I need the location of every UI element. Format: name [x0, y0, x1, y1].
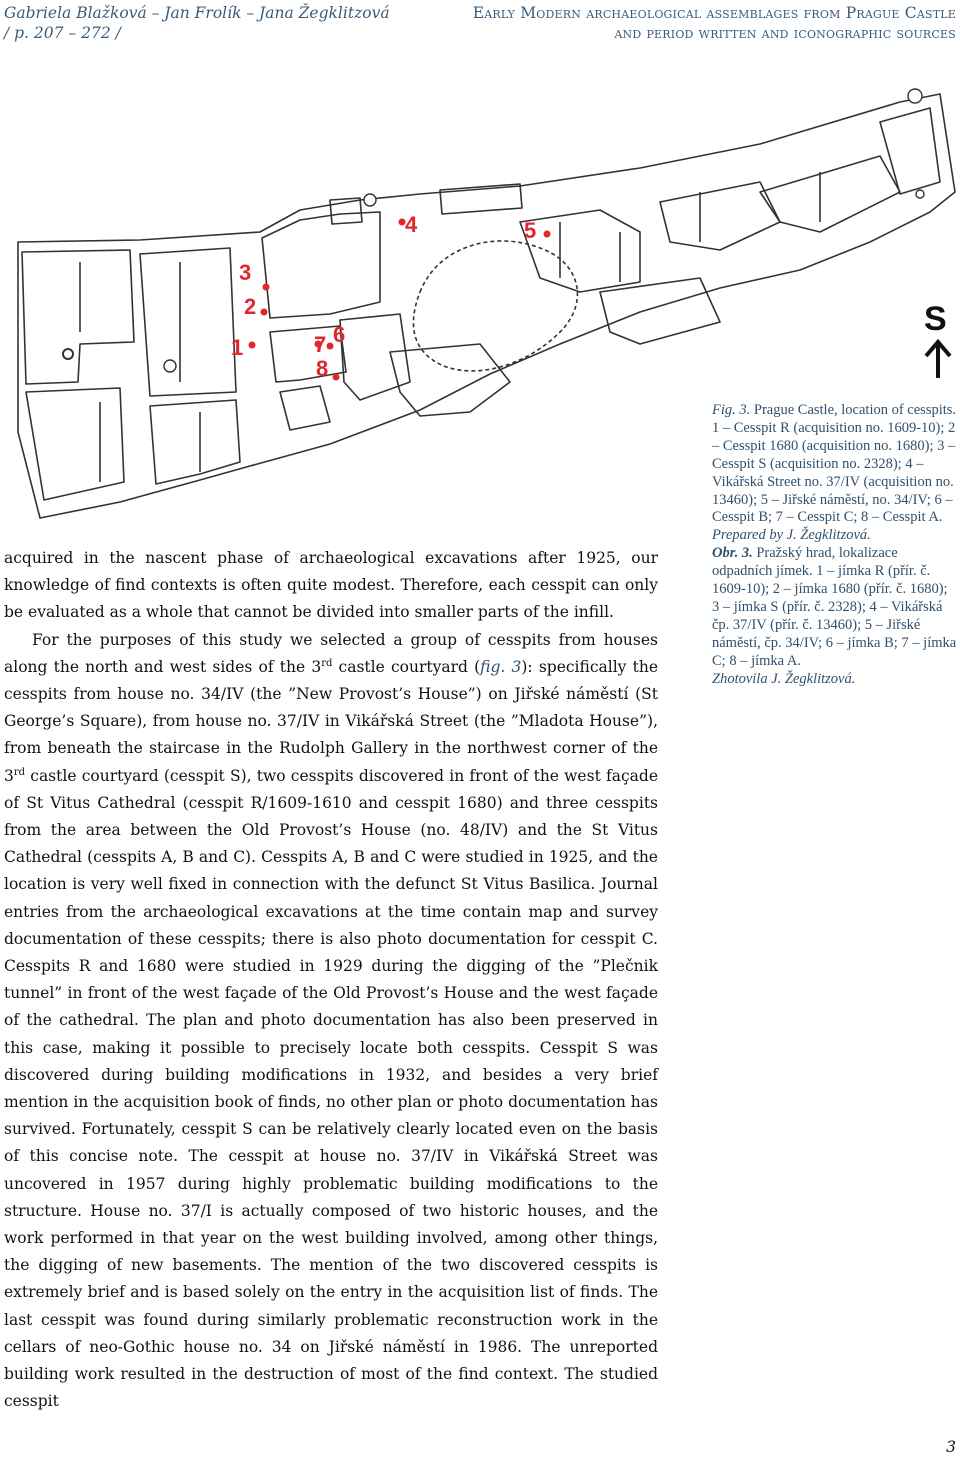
- cesspit-markers: [249, 219, 551, 381]
- paragraph-1: acquired in the nascent phase of archaeological excavations after 1925, our knowledge of find contexts is often quite modest. Therefore, each cesspit can only be evaluated as a whole that cannot be divided into smaller parts of the infill.: [4, 549, 658, 622]
- running-header-right: [473, 3, 956, 43]
- marker-label-6: 6: [333, 322, 346, 347]
- marker-label-1: 1: [231, 335, 244, 360]
- marker-label-8: 8: [316, 356, 329, 381]
- caption-en-figure-label: Fig. 3.: [712, 402, 751, 418]
- paragraph-2-part-a: For the purposes of this study we selected a group of cesspits from houses along the north and west sides of the 3: [4, 630, 658, 676]
- north-arrow-icon: [926, 342, 950, 378]
- caption-cz-figure-label: Obr. 3.: [712, 545, 753, 562]
- marker-label-5: 5: [524, 218, 537, 243]
- marker-label-3: 3: [239, 260, 252, 285]
- caption-en-text: Prague Castle, location of cesspits. 1 – Cesspit R (acquisition no. 1609-10); 2 – Cesspit 1680 (acquisition no. 1680); 3 – Cesspit S (acquisition no. 2328); 4 – Vikářská Street no. 37/IV (acquisition no. 13460); 5 – Jiřské náměstí, no. 34/IV; 6 – Cesspit B; 7 – Cesspit C; 8 – Cesspit A.: [712, 402, 957, 526]
- north-arrow-label: S: [924, 300, 947, 338]
- paragraph-2-part-b: castle courtyard (: [332, 657, 481, 676]
- running-header-left: [4, 3, 390, 43]
- marker-label-7: 7: [314, 332, 327, 357]
- figure-caption: [712, 402, 957, 689]
- marker-label-2: 2: [244, 294, 257, 319]
- marker-label-4: 4: [405, 212, 418, 237]
- paragraph-2: [4, 627, 658, 1416]
- article-body: [4, 545, 658, 1416]
- caption-en-prepared: Prepared by J. Žegklitzová.: [712, 527, 871, 544]
- figure-reference-link[interactable]: fig. 3: [480, 657, 522, 676]
- caption-cz-text: Pražský hrad, lokalizace odpadních jímek. 1 – jímka R (přír. č. 1609-10); 2 – jímka 1680 (přír. č. 1680); 3 – jímka S (přír. č. 2328); 4 – Vikářská čp. 37/IV (přír. č. 13460); 5 – Jiřské náměstí, čp. 34/IV; 6 – jímka B; 7 – jímka C; 8 – jímka A.: [712, 545, 957, 669]
- header-pages: / p. 207 – 272 /: [4, 24, 121, 42]
- header-title-line1: Early Modern archaeological assemblages from Prague Castle: [472, 4, 956, 22]
- superscript-rd-1: rd: [321, 657, 333, 669]
- header-title-line2: and period written and iconographic sources: [614, 24, 956, 42]
- paragraph-2-part-d: castle courtyard (cesspit S), two cesspits discovered in front of the west façade of St Vitus Cathedral (cesspit R/1609-1610 and cesspit 1680) and three cesspits from the area between the Old Provost’s House (no. 48/IV) and the St Vitus Cathedral (cesspits A, B and C). Cesspits A, B and C were studied in 1925, and the location is very well fixed in connection with the defunct St Vitus Basilica. Journal entries from the archaeological excavations at the time contain map and survey documentation of these cesspits; there is also photo documentation for cesspit C. Cesspits R and 1680 were studied in 1929 during the digging of the ”Plečnik tunnel” in front of the west façade of the Old Provost’s House and the west façade of the cathedral. The plan and photo documentation has also been preserved in this case, making it possible to precisely locate both cesspits. Cesspit S was discovered during building modifications in 1932, and besides a very brief mention in the acquisition book of finds, no other plan or photo documentation has survived. Fortunately, cesspit S can be relatively clearly located even on the basis of this concise note. The cesspit at house no. 37/IV in Vikářská Street was uncovered in 1957 during highly problematic building modifications to the structure. House no. 37/I is actually composed of two historic houses, and the work performed in that year on the west building involved, among other things, the digging of new basements. The mention of the two discovered cesspits is extremely brief and is based solely on the entry in the acquisition list of finds. The last cesspit was found during similarly problematic reconstruction work in the cellars of neo-Gothic house no. 34 on Jiřské náměstí in 1986. The unreported building work resulted in the destruction of most of the find context. The studied cesspit: [4, 766, 658, 1411]
- header-authors: Gabriela Blažková – Jan Frolík – Jana Žegklitzová: [4, 4, 390, 22]
- page-number: 3: [946, 1438, 956, 1456]
- caption-cz-prepared: Zhotovila J. Žegklitzová.: [712, 670, 856, 687]
- paragraph-2-part-c: ): specifically the cesspits from house no. 34/IV (the ”New Provost’s House”) on Jiřské náměstí (St George’s Square), from house no. 37/IV in Vikářská Street (the ”Mladota House”), from beneath the staircase in the Rudolph Gallery in the northwest corner of the 3: [4, 657, 658, 785]
- superscript-rd-2: rd: [13, 766, 26, 778]
